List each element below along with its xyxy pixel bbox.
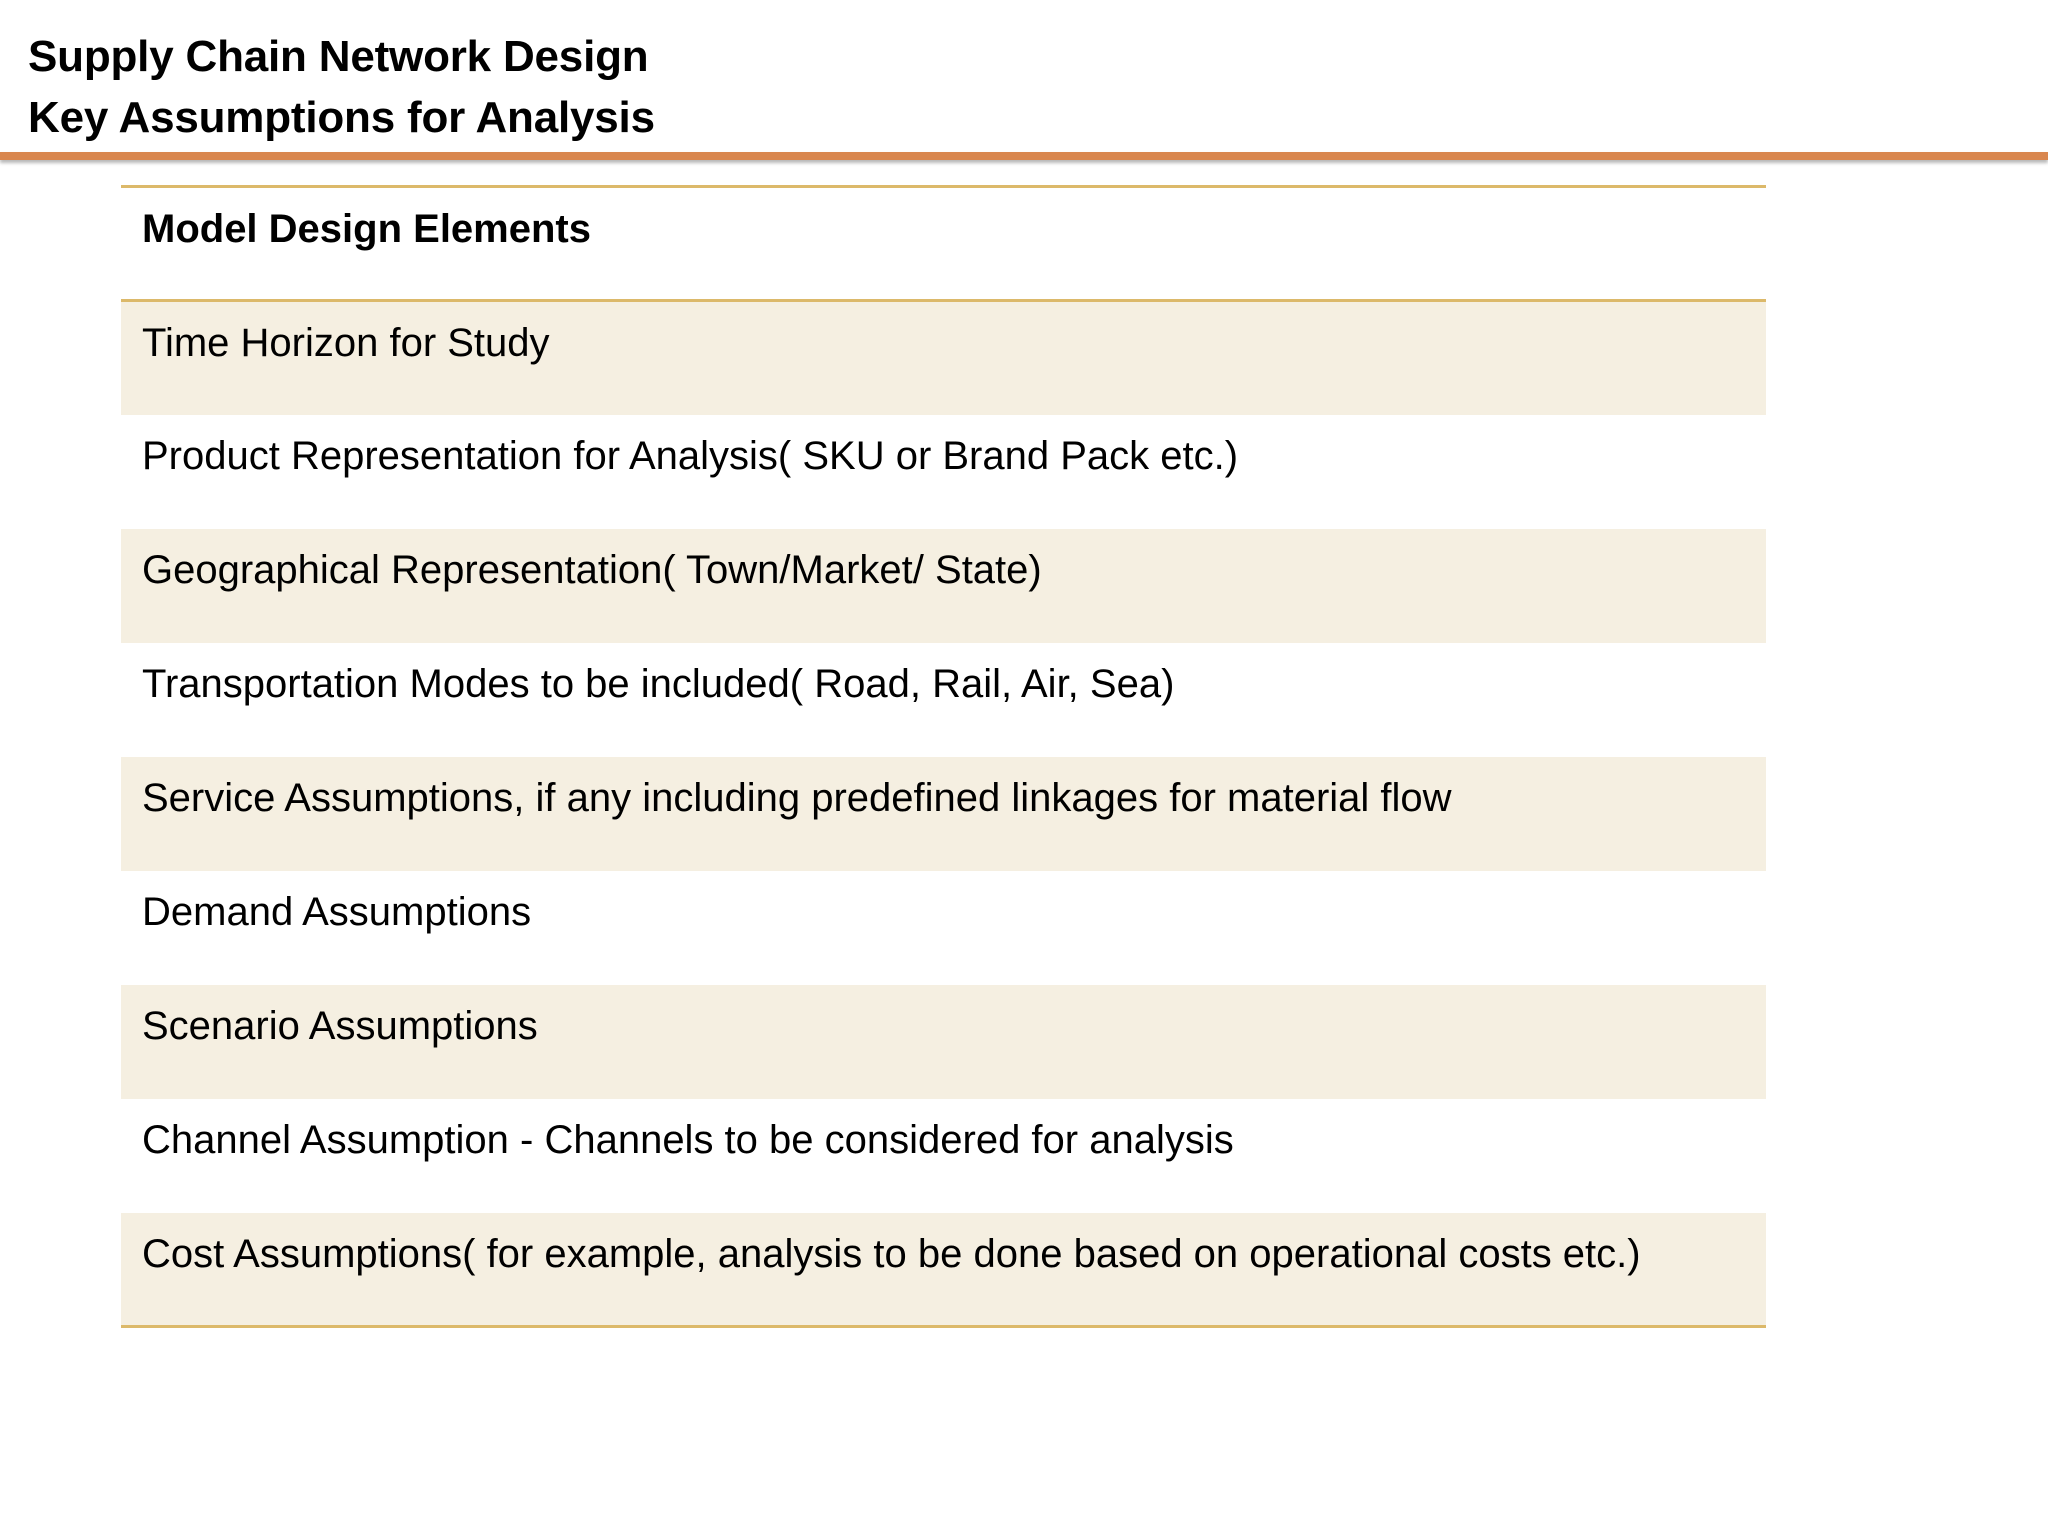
table-row (121, 757, 1766, 871)
table-header-cell: Model Design Elements (121, 187, 1766, 301)
title-line-1: Supply Chain Network Design (28, 32, 649, 81)
title-line-2: Key Assumptions for Analysis (28, 93, 655, 142)
table-cell: Channel Assumption - Channels to be considered for analysis (121, 1099, 1766, 1213)
table-cell: Service Assumptions, if any including predefined linkages for material flow (121, 757, 1766, 871)
table-row (121, 301, 1766, 415)
table-row (121, 871, 1766, 985)
table-cell: Geographical Representation( Town/Market/ State) (121, 529, 1766, 643)
table-row (121, 1213, 1766, 1327)
table-row (121, 1099, 1766, 1213)
table-cell: Time Horizon for Study (121, 301, 1766, 415)
table-row (121, 985, 1766, 1099)
table-header-row (121, 187, 1766, 301)
table-cell: Demand Assumptions (121, 871, 1766, 985)
table-cell: Product Representation for Analysis( SKU or Brand Pack etc.) (121, 415, 1766, 529)
assumptions-table (121, 185, 1766, 1328)
title-divider (0, 152, 2048, 160)
table-cell: Transportation Modes to be included( Road, Rail, Air, Sea) (121, 643, 1766, 757)
table-cell: Cost Assumptions( for example, analysis to be done based on operational costs etc.) (121, 1213, 1766, 1327)
table-cell: Scenario Assumptions (121, 985, 1766, 1099)
table-row (121, 529, 1766, 643)
table-row (121, 415, 1766, 529)
table-row (121, 643, 1766, 757)
slide-title (28, 26, 655, 148)
